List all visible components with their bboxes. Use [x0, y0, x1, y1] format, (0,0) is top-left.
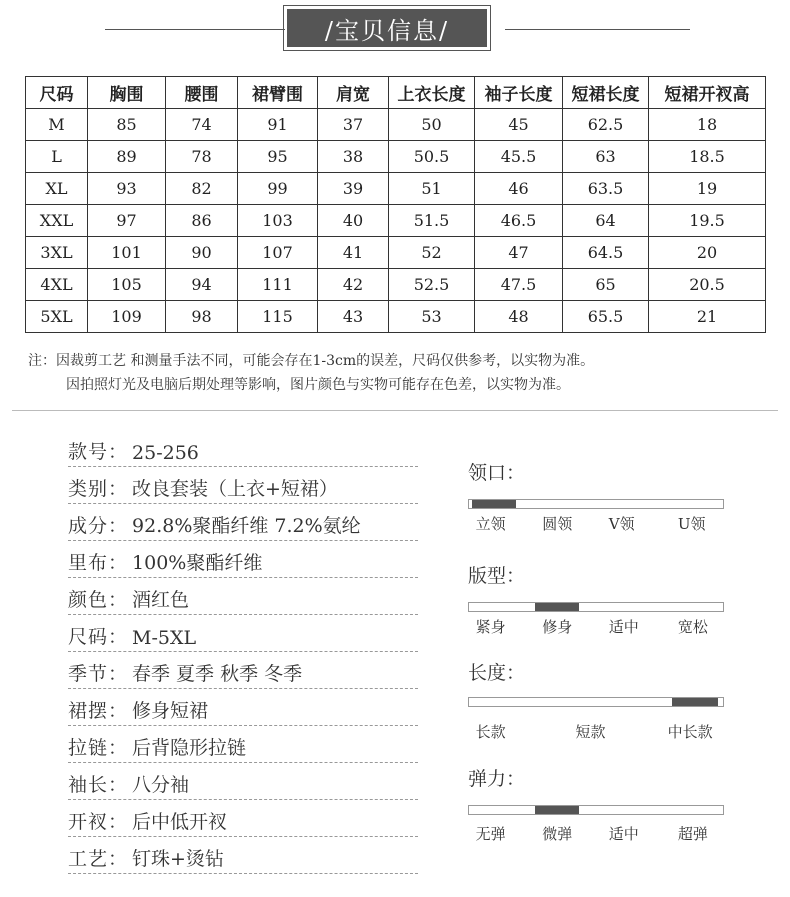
detail-label: 类别： — [68, 478, 129, 500]
table-cell: 21 — [649, 301, 766, 333]
table-cell: 95 — [238, 141, 318, 173]
detail-value: 25-256 — [132, 442, 199, 464]
table-cell: 74 — [166, 109, 238, 141]
attr-option-label: 适中 — [608, 618, 639, 636]
detail-row-composition — [68, 504, 418, 541]
size-notes — [28, 349, 594, 397]
table-cell: 64.5 — [563, 237, 649, 269]
detail-label: 开衩： — [68, 811, 129, 833]
table-cell: 111 — [238, 269, 318, 301]
attr-bar-fill — [672, 698, 718, 706]
attr-option-label: 圆领 — [542, 515, 573, 533]
column-header: 裙臂围 — [238, 77, 318, 109]
header-divider-right — [505, 29, 690, 30]
table-cell: 3XL — [26, 237, 88, 269]
table-cell: 20 — [649, 237, 766, 269]
detail-value: 修身短裙 — [132, 700, 209, 722]
table-cell: 93 — [88, 173, 166, 205]
table-cell: 53 — [389, 301, 475, 333]
attr-bar-fill — [535, 603, 579, 611]
attr-bar-fill — [535, 806, 579, 814]
attr-option-label: 短款 — [575, 723, 606, 741]
note-line-1: 注：因裁剪工艺 和测量手法不同，可能会存在1-3cm的误差，尺码仅供参考，以实物为准。 — [28, 353, 595, 369]
table-cell: 99 — [238, 173, 318, 205]
table-cell: 38 — [318, 141, 389, 173]
detail-label: 工艺： — [68, 848, 129, 870]
table-cell: 86 — [166, 205, 238, 237]
detail-label: 拉链： — [68, 737, 129, 759]
attr-elasticity — [468, 764, 724, 845]
detail-value: 春季 夏季 秋季 冬季 — [132, 663, 303, 685]
table-cell: 62.5 — [563, 109, 649, 141]
table-row — [26, 269, 766, 301]
table-cell: 85 — [88, 109, 166, 141]
table-cell: 20.5 — [649, 269, 766, 301]
attr-bar-fill — [472, 500, 516, 508]
table-cell: 50 — [389, 109, 475, 141]
detail-row-zipper — [68, 726, 418, 763]
table-cell: 52 — [389, 237, 475, 269]
table-cell: 94 — [166, 269, 238, 301]
attr-title: 领口： — [468, 462, 526, 484]
attr-option-label: 宽松 — [677, 618, 708, 636]
table-cell: 51.5 — [389, 205, 475, 237]
note-line-2: 因拍照灯光及电脑后期处理等影响，图片颜色与实物可能存在色差，以实物为准。 — [66, 377, 570, 393]
column-header: 尺码 — [26, 77, 88, 109]
detail-label: 袖长： — [68, 774, 129, 796]
table-cell: 41 — [318, 237, 389, 269]
detail-value: 92.8%聚酯纤维 7.2%氨纶 — [132, 515, 361, 537]
table-cell: 47.5 — [475, 269, 563, 301]
table-row — [26, 173, 766, 205]
detail-value: 100%聚酯纤维 — [132, 552, 263, 574]
table-cell: 107 — [238, 237, 318, 269]
detail-value: 后背隐形拉链 — [132, 737, 247, 759]
table-cell: 37 — [318, 109, 389, 141]
attr-options — [468, 616, 724, 638]
table-cell: 18.5 — [649, 141, 766, 173]
table-cell: 63.5 — [563, 173, 649, 205]
attr-option-label: 微弹 — [542, 825, 573, 843]
table-row — [26, 141, 766, 173]
detail-row-sleeve — [68, 763, 418, 800]
attr-option-label: 立领 — [475, 515, 506, 533]
attr-title: 版型： — [468, 565, 526, 587]
attr-title: 长度： — [468, 662, 526, 684]
detail-row-category — [68, 467, 418, 504]
table-cell: 45 — [475, 109, 563, 141]
attr-option-label: 紧身 — [475, 618, 506, 636]
table-cell: 90 — [166, 237, 238, 269]
product-details — [68, 430, 418, 874]
column-header: 袖子长度 — [475, 77, 563, 109]
column-header: 腰围 — [166, 77, 238, 109]
attr-fit — [468, 561, 724, 638]
header-title: /宝贝信息/ — [287, 9, 487, 47]
detail-value: 改良套装（上衣+短裙） — [132, 478, 338, 500]
table-cell: 19.5 — [649, 205, 766, 237]
table-cell: 109 — [88, 301, 166, 333]
column-header: 胸围 — [88, 77, 166, 109]
table-cell: 43 — [318, 301, 389, 333]
attr-collar — [468, 458, 724, 535]
detail-label: 成分： — [68, 515, 129, 537]
attr-options — [468, 823, 724, 845]
table-cell: 46 — [475, 173, 563, 205]
attr-bar — [468, 805, 724, 815]
attr-option-label: 修身 — [542, 618, 573, 636]
table-cell: M — [26, 109, 88, 141]
table-cell: 51 — [389, 173, 475, 205]
table-cell: 4XL — [26, 269, 88, 301]
attr-option-label: 中长款 — [667, 723, 713, 741]
table-cell: 115 — [238, 301, 318, 333]
table-cell: XL — [26, 173, 88, 205]
header-title-box — [283, 5, 491, 51]
detail-value: 八分袖 — [132, 774, 190, 796]
attr-bar — [468, 602, 724, 612]
detail-label: 尺码： — [68, 626, 129, 648]
table-cell: 46.5 — [475, 205, 563, 237]
size-table — [25, 76, 766, 333]
table-cell: 65 — [563, 269, 649, 301]
detail-row-size — [68, 615, 418, 652]
table-cell: 48 — [475, 301, 563, 333]
attr-option-label: 长款 — [475, 723, 506, 741]
table-cell: 50.5 — [389, 141, 475, 173]
table-cell: 5XL — [26, 301, 88, 333]
column-header: 上衣长度 — [389, 77, 475, 109]
attr-option-label: V领 — [608, 515, 635, 533]
attr-bar — [468, 499, 724, 509]
table-cell: 39 — [318, 173, 389, 205]
detail-value: 后中低开衩 — [132, 811, 228, 833]
table-cell: 105 — [88, 269, 166, 301]
detail-value: M-5XL — [132, 627, 197, 649]
table-cell: 78 — [166, 141, 238, 173]
detail-row-slit — [68, 800, 418, 837]
column-header: 短裙开衩高 — [649, 77, 766, 109]
table-cell: 101 — [88, 237, 166, 269]
table-cell: 89 — [88, 141, 166, 173]
detail-value: 钉珠+烫钻 — [132, 848, 224, 870]
table-cell: 18 — [649, 109, 766, 141]
table-row — [26, 301, 766, 333]
detail-row-lining — [68, 541, 418, 578]
column-header: 肩宽 — [318, 77, 389, 109]
detail-label: 季节： — [68, 663, 129, 685]
detail-label: 颜色： — [68, 589, 129, 611]
column-header: 短裙长度 — [563, 77, 649, 109]
table-row — [26, 205, 766, 237]
table-row — [26, 237, 766, 269]
table-cell: 82 — [166, 173, 238, 205]
table-cell: 45.5 — [475, 141, 563, 173]
attr-title: 弹力： — [468, 768, 526, 790]
attr-option-label: 适中 — [608, 825, 639, 843]
header — [0, 0, 790, 60]
detail-row-color — [68, 578, 418, 615]
table-cell: 40 — [318, 205, 389, 237]
detail-value: 酒红色 — [132, 589, 190, 611]
size-table-header-row — [26, 77, 766, 109]
table-cell: XXL — [26, 205, 88, 237]
attr-option-label: 无弹 — [475, 825, 506, 843]
table-cell: 98 — [166, 301, 238, 333]
table-cell: 52.5 — [389, 269, 475, 301]
attr-length — [468, 658, 724, 743]
table-row — [26, 109, 766, 141]
table-cell: 42 — [318, 269, 389, 301]
header-divider-left — [105, 29, 285, 30]
detail-label: 裙摆： — [68, 700, 129, 722]
attr-option-label: 超弹 — [677, 825, 708, 843]
detail-row-craft — [68, 837, 418, 874]
section-divider — [12, 410, 778, 411]
detail-row-season — [68, 652, 418, 689]
detail-label: 款号： — [68, 441, 129, 463]
table-cell: 91 — [238, 109, 318, 141]
table-cell: 103 — [238, 205, 318, 237]
detail-row-style-no — [68, 430, 418, 467]
attr-options — [468, 513, 724, 535]
table-cell: 65.5 — [563, 301, 649, 333]
table-cell: 97 — [88, 205, 166, 237]
attr-options — [468, 721, 724, 743]
table-cell: 47 — [475, 237, 563, 269]
table-cell: 64 — [563, 205, 649, 237]
attr-bar — [468, 697, 724, 707]
table-cell: L — [26, 141, 88, 173]
detail-row-hem — [68, 689, 418, 726]
table-cell: 19 — [649, 173, 766, 205]
table-cell: 63 — [563, 141, 649, 173]
detail-label: 里布： — [68, 552, 129, 574]
attr-option-label: U领 — [677, 515, 706, 533]
